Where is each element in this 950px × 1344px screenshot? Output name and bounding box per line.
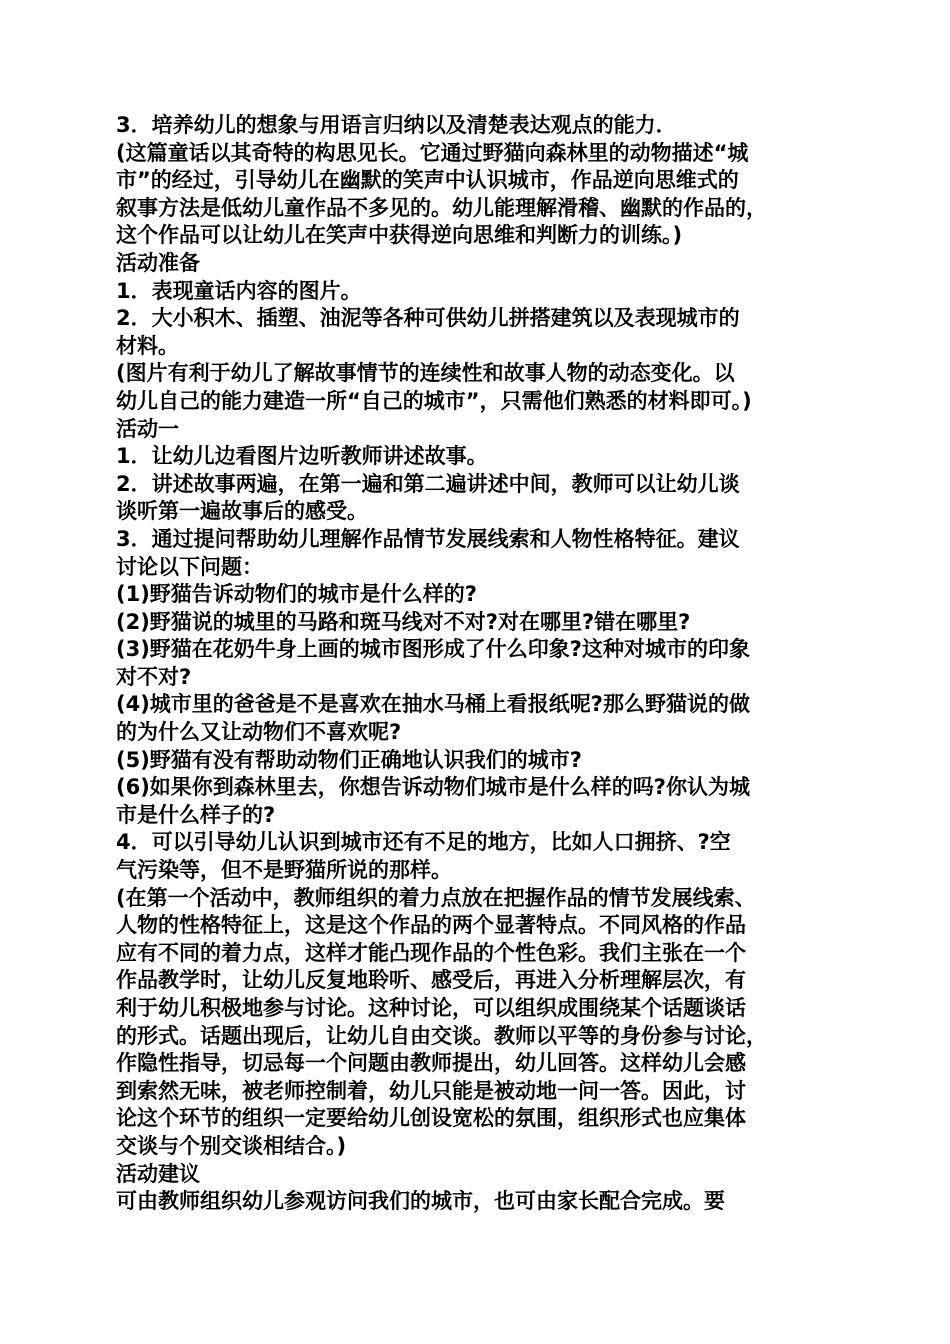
text-line: (6)如果你到森林里去，你想告诉动物们城市是什么样的吗?你认为城 bbox=[116, 775, 750, 800]
text-line: 叙事方法是低幼儿童作品不多见的。幼儿能理解滑稽、幽默的作品的， bbox=[116, 195, 767, 220]
document-body bbox=[116, 112, 846, 1216]
text-line: 对不对? bbox=[116, 664, 192, 689]
text-line: 应有不同的着力点，这样才能凸现作品的个性色彩。我们主张在一个 bbox=[116, 940, 746, 965]
text-line: 这个作品可以让幼儿在笑声中获得逆向思维和判断力的训练。) bbox=[116, 223, 683, 248]
text-line: 1．表现童话内容的图片。 bbox=[116, 278, 362, 303]
text-line: (4)城市里的爸爸是不是喜欢在抽水马桶上看报纸呢?那么野猫说的做 bbox=[116, 692, 750, 717]
text-line: 2．讲述故事两遍，在第一遍和第二遍讲述中间，教师可以让幼儿谈 bbox=[116, 471, 740, 496]
text-line: 气污染等，但不是野猫所说的那样。 bbox=[116, 858, 452, 883]
text-line: 3．培养幼儿的想象与用语言归纳以及清楚表达观点的能力． bbox=[116, 113, 677, 137]
text-line: 3．通过提问帮助幼儿理解作品情节发展线索和人物性格特征。建议 bbox=[116, 526, 740, 551]
text-line: 讨论以下问题： bbox=[116, 554, 263, 579]
text-line: 谈听第一遍故事后的感受。 bbox=[116, 499, 368, 524]
text-line: 利于幼儿积极地参与讨论。这种讨论，可以组织成围绕某个话题谈话 bbox=[116, 996, 746, 1020]
text-line: 4．可以引导幼儿认识到城市还有不足的地方，比如人口拥挤、?空 bbox=[116, 830, 731, 855]
text-line: 可由教师组织幼儿参观访问我们的城市，也可由家长配合完成。要 bbox=[116, 1189, 725, 1214]
text-line: 市”的经过，引导幼儿在幽默的笑声中认识城市，作品逆向思维式的 bbox=[116, 168, 739, 193]
text-line: (5)野猫有没有帮助动物们正确地认识我们的城市? bbox=[116, 747, 582, 772]
text-line: 到索然无味，被老师控制着，幼儿只能是被动地一问一答。因此，讨 bbox=[116, 1078, 746, 1103]
text-line: (这篇童话以其奇特的构思见长。它通过野猫向森林里的动物描述“城 bbox=[116, 140, 749, 165]
text-line: 论这个环节的组织一定要给幼儿创设宽松的氛围，组织形式也应集体 bbox=[116, 1106, 746, 1131]
text-line: 作品教学时，让幼儿反复地聆听、感受后，再进入分析理解层次，有 bbox=[116, 968, 746, 993]
text-line: 作隐性指导，切忌每一个问题由教师提出，幼儿回答。这样幼儿会感 bbox=[116, 1051, 746, 1076]
section-heading: 活动建议 bbox=[116, 1161, 200, 1186]
text-line: (3)野猫在花奶牛身上画的城市图形成了什么印象?这种对城市的印象 bbox=[116, 637, 750, 662]
section-heading: 活动准备 bbox=[116, 250, 200, 275]
text-line: 交谈与个别交谈相结合。) bbox=[116, 1133, 347, 1158]
text-line: 2．大小积木、插塑、油泥等各种可供幼儿拼搭建筑以及表现城市的 bbox=[116, 306, 740, 331]
text-line: 的形式。话题出现后，让幼儿自由交谈。教师以平等的身份参与讨论， bbox=[116, 1023, 767, 1048]
text-line: 幼儿自己的能力建造一所“自己的城市”，只需他们熟悉的材料即可。) bbox=[116, 388, 752, 413]
text-line: 人物的性格特征上，这是这个作品的两个显著特点。不同风格的作品 bbox=[116, 913, 746, 938]
text-line: 材料。 bbox=[116, 333, 179, 358]
text-line: 的为什么又让动物们不喜欢呢? bbox=[116, 720, 402, 745]
text-line: 市是什么样子的? bbox=[116, 802, 276, 827]
text-line: 1．让幼儿边看图片边听教师讲述故事。 bbox=[116, 444, 488, 469]
text-line: (2)野猫说的城里的马路和斑马线对不对?对在哪里?错在哪里? bbox=[116, 609, 691, 634]
text-line: (在第一个活动中，教师组织的着力点放在把握作品的情节发展线索、 bbox=[116, 885, 756, 910]
text-line: (1)野猫告诉动物们的城市是什么样的? bbox=[116, 582, 477, 607]
text-line: (图片有利于幼儿了解故事情节的连续性和故事人物的动态变化。以 bbox=[116, 361, 735, 386]
section-heading: 活动一 bbox=[116, 416, 179, 441]
